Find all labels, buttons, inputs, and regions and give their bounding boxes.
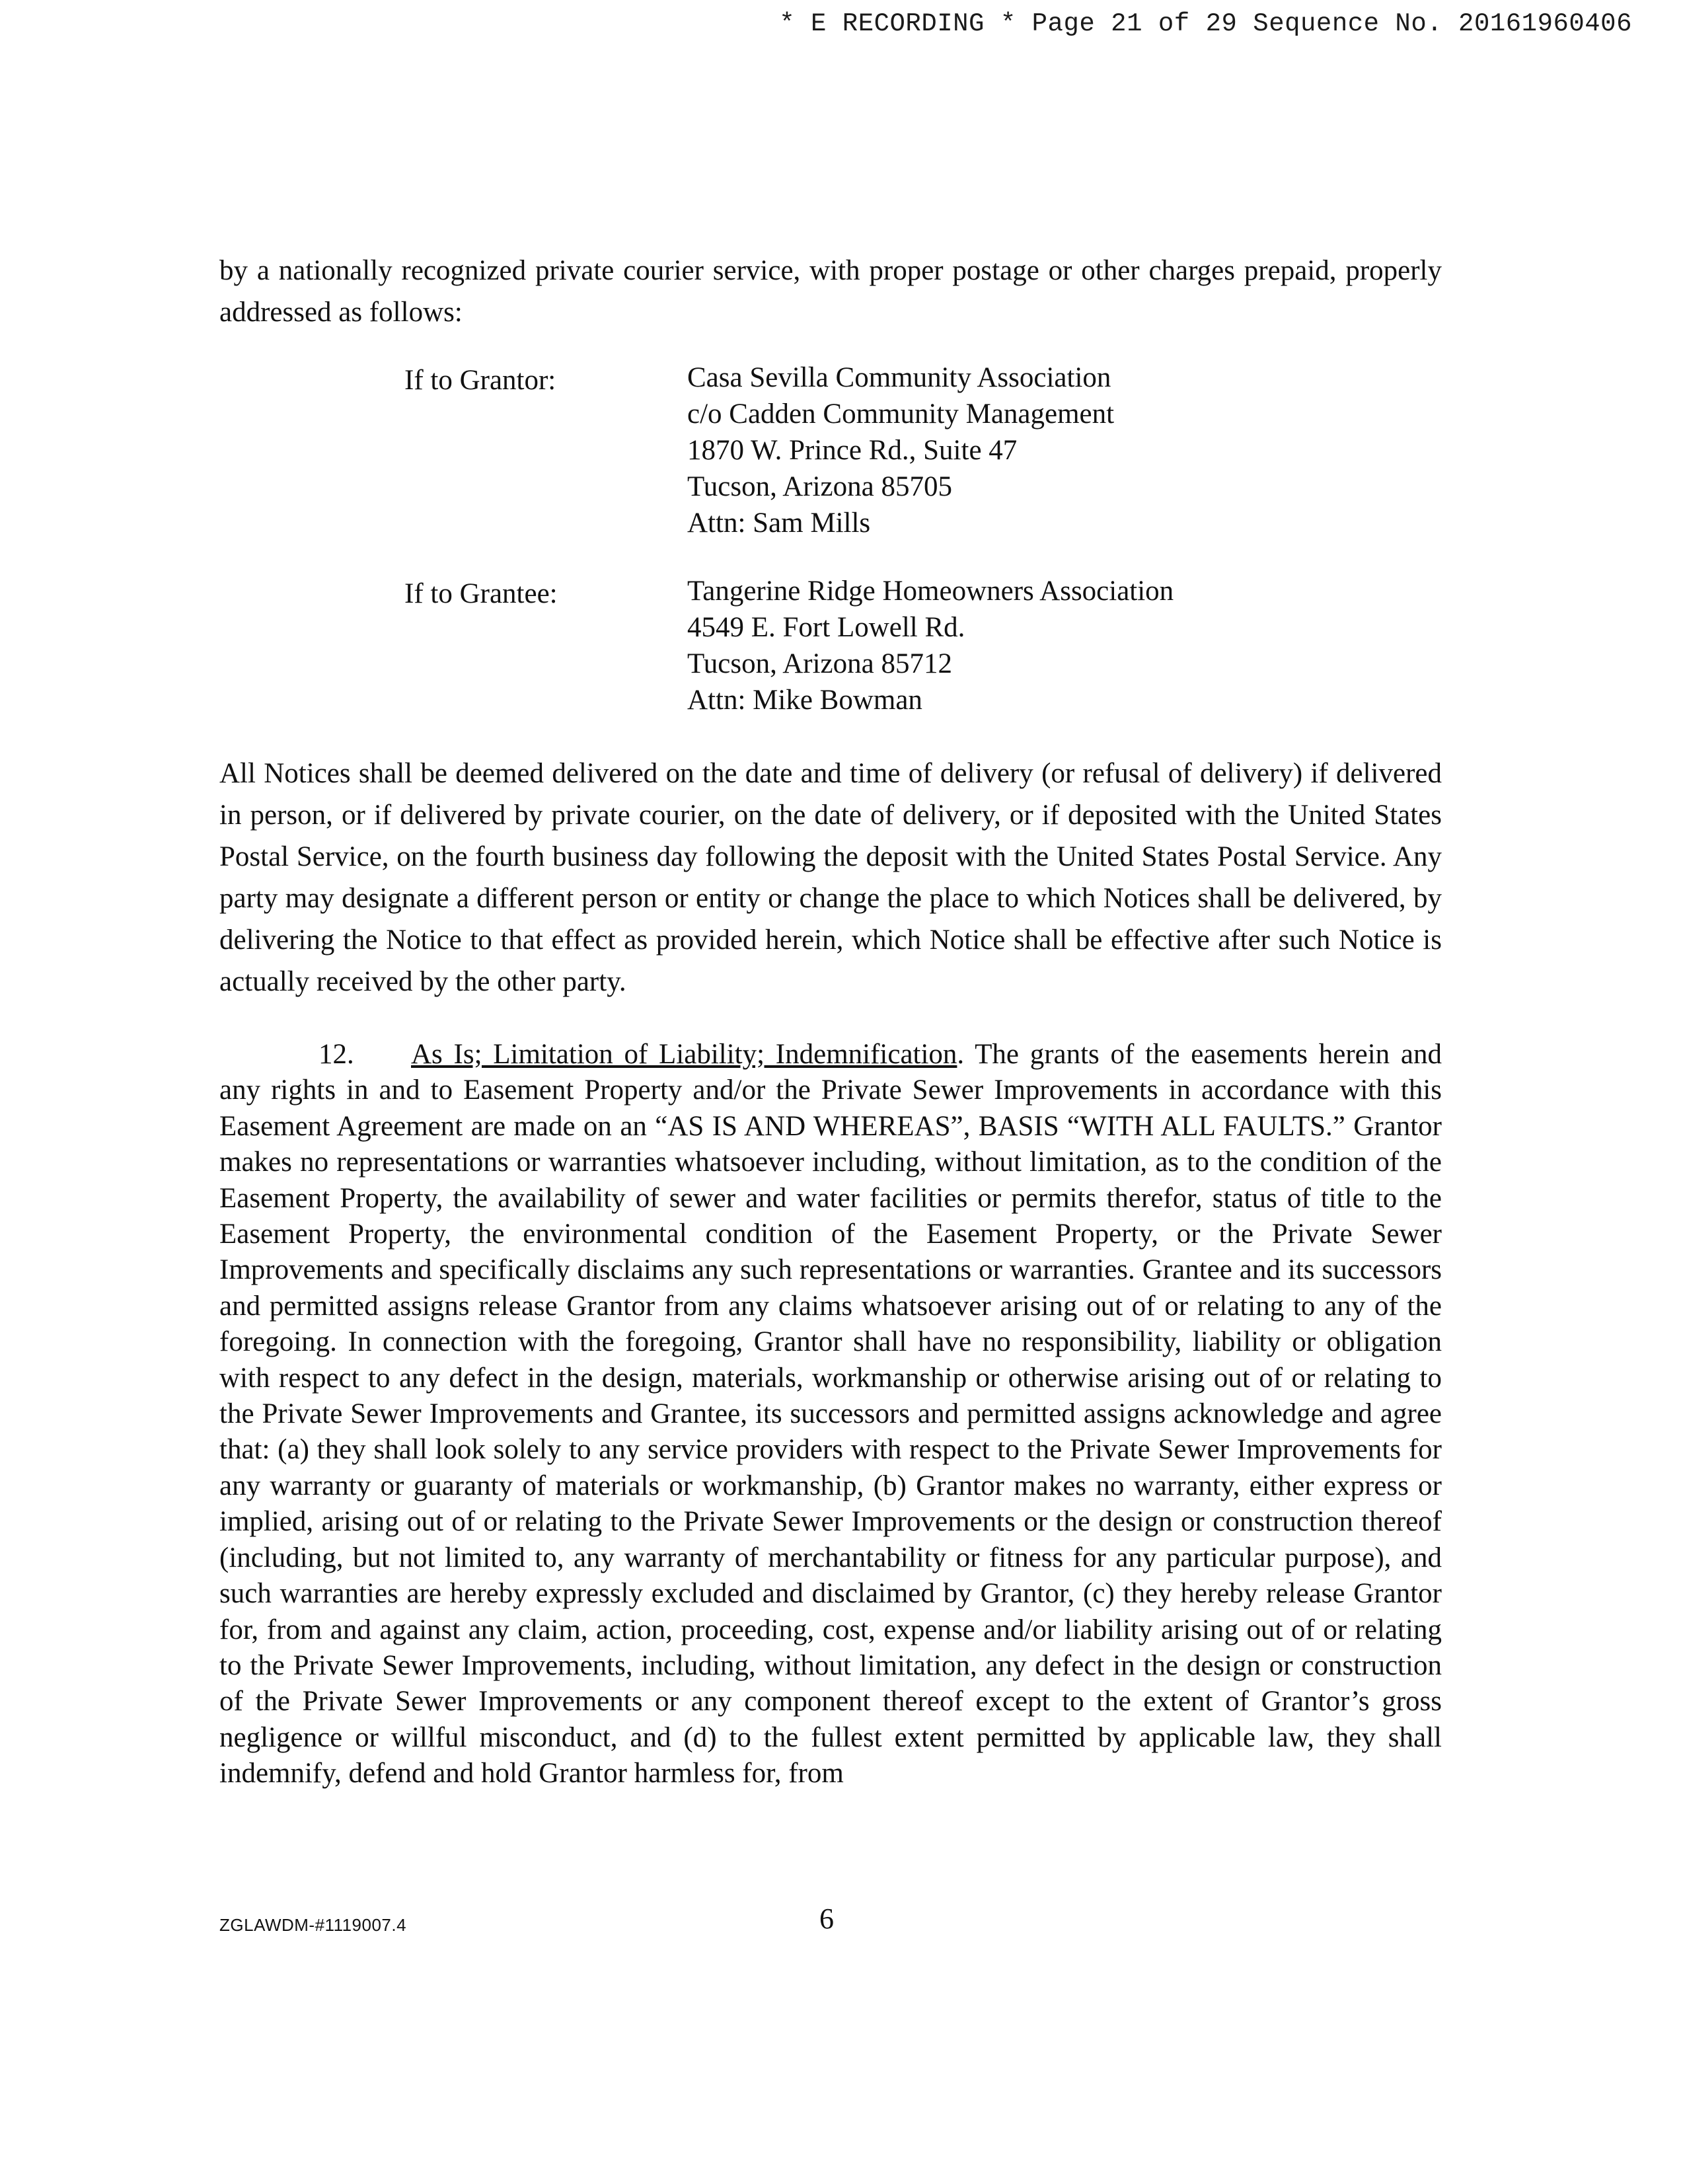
grantee-address-line: Tangerine Ridge Homeowners Association [687, 576, 1174, 607]
grantor-address [687, 359, 1442, 541]
intro-paragraph: by a nationally recognized private courier service, with proper postage or other charges prepaid, properly addressed as follows: [219, 255, 1442, 328]
grantee-address-block [404, 573, 1442, 718]
grantor-address-block [404, 359, 1442, 541]
grantee-address-line: Attn: Mike Bowman [687, 685, 922, 716]
grantee-address-line: Tucson, Arizona 85712 [687, 648, 952, 679]
section-12-paragraph [219, 1037, 1442, 1792]
grantor-label: If to Grantor: [404, 365, 556, 396]
grantee-address [687, 573, 1442, 718]
grantee-label: If to Grantee: [404, 578, 558, 609]
grantor-address-line: Attn: Sam Mills [687, 508, 871, 539]
section-number: 12. [318, 1039, 354, 1070]
grantor-address-line: Casa Sevilla Community Association [687, 362, 1111, 393]
grantor-address-line: 1870 W. Prince Rd., Suite 47 [687, 435, 1018, 466]
grantee-address-line: 4549 E. Fort Lowell Rd. [687, 612, 965, 643]
page-number: 6 [819, 1902, 834, 1935]
notices-paragraph: All Notices shall be deemed delivered on the date and time of delivery (or refusal of delivery) if delivered in person, or if delivered by private courier, on the date of delivery, or if deposited with the United States Postal Service, on the fourth business day following the deposit with the United States Postal Service. Any party may designate a different person or entity or change the place to which Notices shall be delivered, by delivering the Notice to that effect as provided herein, which Notice shall be effective after such Notice is actually received by the other party. [219, 758, 1442, 997]
grantor-address-line: Tucson, Arizona 85705 [687, 471, 952, 502]
recording-stamp: * E RECORDING * Page 21 of 29 Sequence No. 20161960406 [779, 9, 1632, 38]
grantor-address-line: c/o Cadden Community Management [687, 398, 1115, 430]
section-body: . The grants of the easements herein and any rights in and to Easement Property and/or the Private Sewer Improvements in accordance with this Easement Agreement are made on an “AS IS AND WHEREAS”, BASIS “WITH ALL FAULTS.” Grantor makes no representations or warranties whatsoever including, without limitation, as to the condition of the Easement Property, the availability of sewer and water facilities or permits therefor, status of title to the Easement Property, the environmental condition of the Easement Property, or the Private Sewer Improvements and specifically disclaims any such representations or warranties. Grantee and its successors and permitted assigns release Grantor from any claims whatsoever arising out of or relating to any of the foregoing. In connection with the foregoing, Grantor shall have no responsibility, liability or obligation with respect to any defect in the design, materials, workmanship or otherwise arising out of or relating to the Private Sewer Improvements and Grantee, its successors and permitted assigns acknowledge and agree that: (a) they shall look solely to any service providers with respect to the Private Sewer Improvements for any warranty or guaranty of materials or workmanship, (b) Grantor makes no warranty, either express or implied, arising out of or relating to the Private Sewer Improvements or the design or construction thereof (including, but not limited to, any warranty of merchantability or fitness for any particular purpose), and such warranties are hereby expressly excluded and disclaimed by Grantor, (c) they hereby release Grantor for, from and against any claim, action, proceeding, cost, expense and/or liability arising out of or relating to the Private Sewer Improvements, including, without limitation, any defect in the design or construction of the Private Sewer Improvements or any component thereof except to the extent of Grantor’s gross negligence or willful misconduct, and (d) to the fullest extent permitted by applicable law, they shall indemnify, defend and hold Grantor harmless for, from [219, 1039, 1442, 1789]
document-body [219, 250, 1442, 1792]
document-id: ZGLAWDM-#1119007.4 [219, 1915, 407, 1935]
section-title: As Is; Limitation of Liability; Indemnification [411, 1039, 957, 1070]
